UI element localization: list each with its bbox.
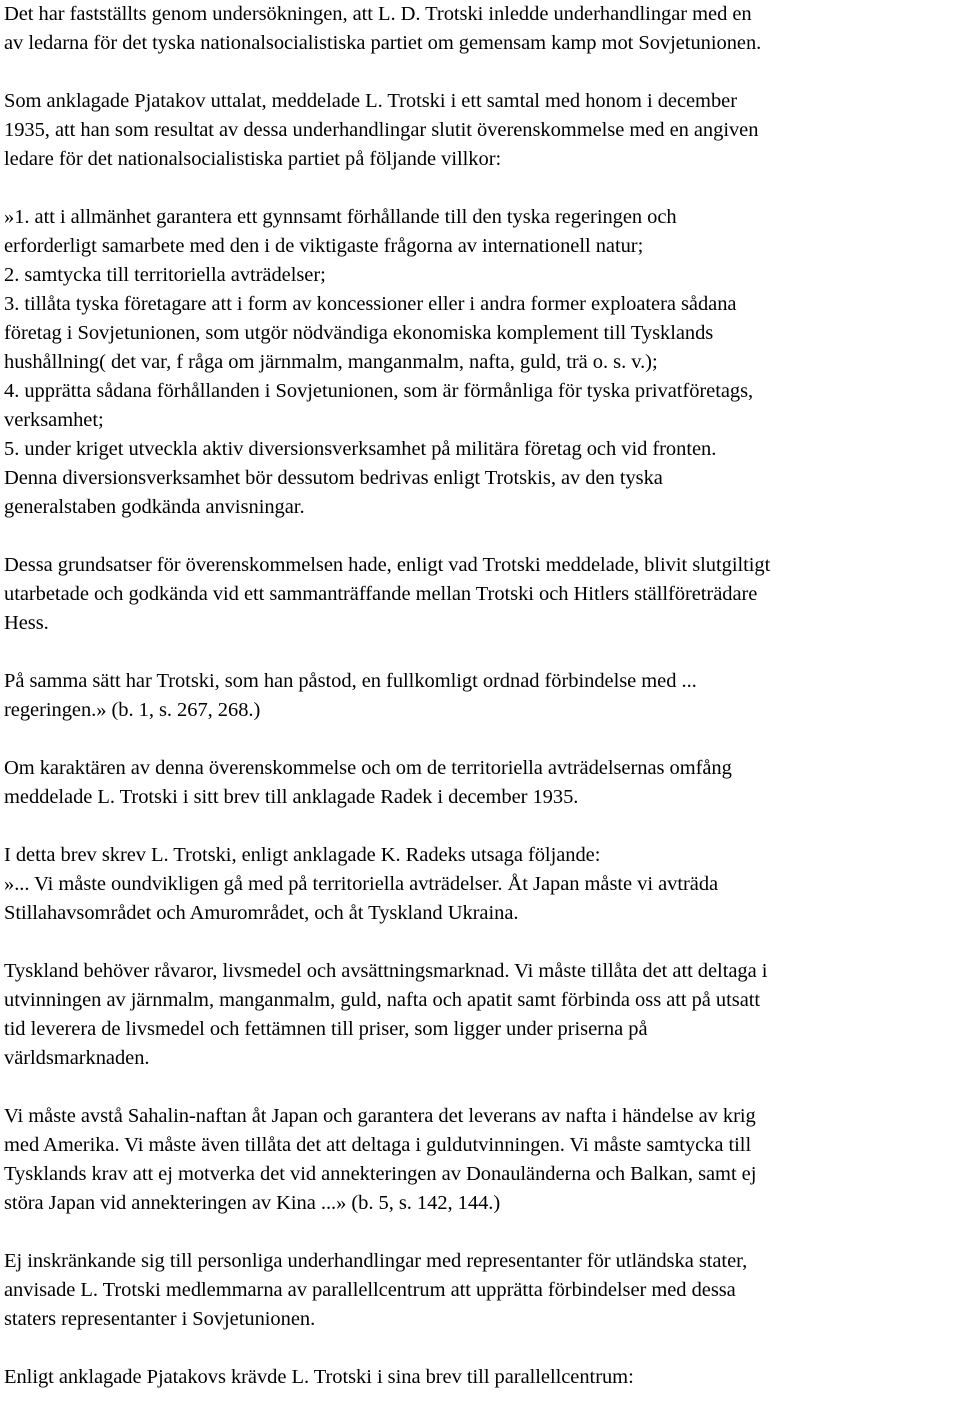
text-line: Hess. — [4, 612, 49, 634]
paragraph-9 — [4, 1102, 956, 1218]
text-line: Enligt anklagade Pjatakovs krävde L. Trotski i sina brev till parallellcentrum: — [4, 1366, 634, 1388]
text-line: världsmarknaden. — [4, 1047, 150, 1069]
text-line: utvinningen av järnmalm, manganmalm, guld, nafta och apatit samt förbinda oss att på utsatt — [4, 989, 761, 1011]
text-line: 3. tillåta tyska företagare att i form av koncessioner eller i andra former exploatera sådana — [4, 293, 737, 315]
text-line: utarbetade och godkända vid ett sammanträffande mellan Trotski och Hitlers ställföreträdare — [4, 583, 758, 605]
paragraph-8 — [4, 957, 956, 1073]
paragraph-7 — [4, 841, 956, 928]
text-line: regeringen.» (b. 1, s. 267, 268.) — [4, 699, 261, 721]
text-line: I detta brev skrev L. Trotski, enligt anklagade K. Radeks utsaga följande: — [4, 844, 601, 866]
text-line: Dessa grundsatser för överenskommelsen hade, enligt vad Trotski meddelade, blivit slutgiltigt — [4, 554, 771, 576]
text-line: företag i Sovjetunionen, som utgör nödvändiga ekonomiska komplement till Tysklands — [4, 322, 714, 344]
text-line: staters representanter i Sovjetunionen. — [4, 1308, 316, 1330]
text-line: Det har fastställts genom undersökningen, att L. D. Trotski inledde underhandlingar med en — [4, 3, 752, 25]
text-line: ledare för det nationalsocialistiska partiet på följande villkor: — [4, 148, 502, 170]
text-line: På samma sätt har Trotski, som han påstod, en fullkomligt ordnad förbindelse med ... — [4, 670, 697, 692]
text-line: Vi måste avstå Sahalin-naftan åt Japan och garantera det leverans av nafta i händelse av krig — [4, 1105, 756, 1127]
text-line: tid leverera de livsmedel och fettämnen till priser, som ligger under priserna på — [4, 1018, 648, 1040]
text-line: 1935, att han som resultat av dessa underhandlingar slutit överenskommelse med en angiven — [4, 119, 759, 141]
text-line: Tyskland behöver råvaror, livsmedel och avsättningsmarknad. Vi måste tillåta det att deltaga i — [4, 960, 768, 982]
paragraph-1 — [4, 0, 956, 58]
text-line: Ej inskränkande sig till personliga underhandlingar med representanter för utländska stater, — [4, 1250, 748, 1272]
text-line: 5. under kriget utveckla aktiv diversionsverksamhet på militära företag och vid fronten. — [4, 438, 717, 460]
text-line: anvisade L. Trotski medlemmarna av parallellcentrum att upprätta förbindelser med dessa — [4, 1279, 736, 1301]
text-line: 2. samtycka till territoriella avträdelser; — [4, 264, 326, 286]
text-line: störa Japan vid annekteringen av Kina ...» (b. 5, s. 142, 144.) — [4, 1192, 501, 1214]
paragraph-10 — [4, 1247, 956, 1334]
text-line: verksamhet; — [4, 409, 104, 431]
document-page — [4, 0, 956, 1421]
paragraph-6 — [4, 754, 956, 812]
text-line: med Amerika. Vi måste även tillåta det att deltaga i guldutvinningen. Vi måste samtycka till — [4, 1134, 752, 1156]
text-line: av ledarna för det tyska nationalsocialistiska partiet om gemensam kamp mot Sovjetunionen. — [4, 32, 762, 54]
paragraph-2 — [4, 87, 956, 174]
paragraph-5 — [4, 667, 956, 725]
paragraph-4 — [4, 551, 956, 638]
text-line: »... Vi måste oundvikligen gå med på territoriella avträdelser. Åt Japan måste vi avträda — [4, 873, 719, 895]
text-line: Som anklagade Pjatakov uttalat, meddelade L. Trotski i ett samtal med honom i december — [4, 90, 737, 112]
text-line: Denna diversionsverksamhet bör dessutom bedrivas enligt Trotskis, av den tyska — [4, 467, 663, 489]
text-line: erforderligt samarbete med den i de viktigaste frågorna av internationell natur; — [4, 235, 644, 257]
paragraph-3-conditions-list — [4, 203, 956, 522]
text-line: hushållning( det var, f råga om järnmalm, manganmalm, nafta, guld, trä o. s. v.); — [4, 351, 658, 373]
text-line: 4. upprätta sådana förhållanden i Sovjetunionen, som är förmånliga för tyska privatföretags, — [4, 380, 754, 402]
text-line: generalstaben godkända anvisningar. — [4, 496, 305, 518]
text-line: »1. att i allmänhet garantera ett gynnsamt förhållande till den tyska regeringen och — [4, 206, 677, 228]
paragraph-11 — [4, 1363, 956, 1392]
text-line: Stillahavsområdet och Amurområdet, och åt Tyskland Ukraina. — [4, 902, 519, 924]
text-line: Tysklands krav att ej motverka det vid annekteringen av Donauländerna och Balkan, samt ej — [4, 1163, 757, 1185]
text-line: meddelade L. Trotski i sitt brev till anklagade Radek i december 1935. — [4, 786, 579, 808]
text-line: Om karaktären av denna överenskommelse och om de territoriella avträdelsernas omfång — [4, 757, 732, 779]
